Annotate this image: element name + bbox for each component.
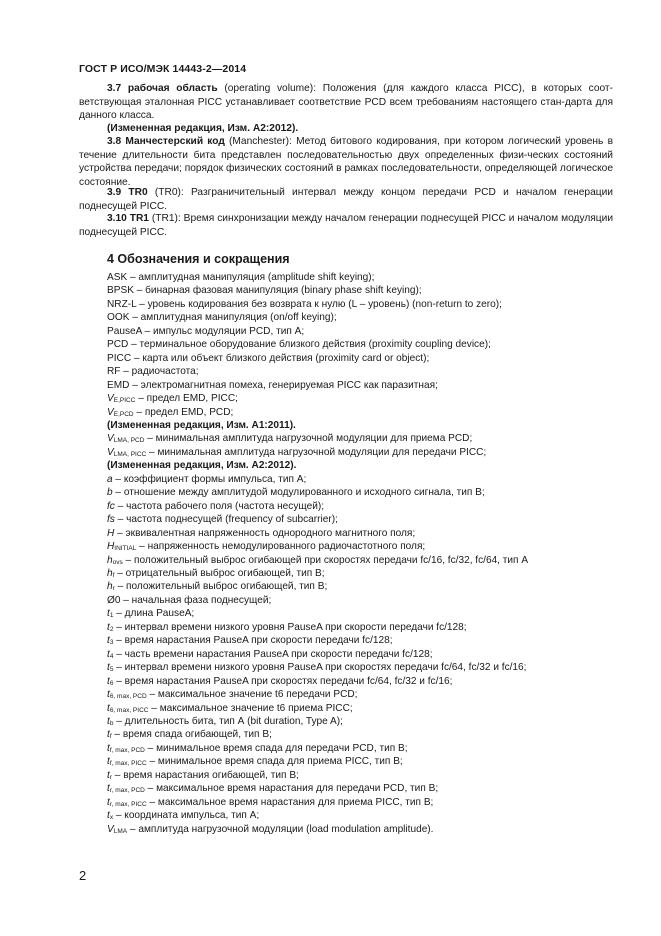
list-item — [107, 540, 627, 553]
symbol-subscript: r — [112, 585, 115, 593]
list-item: BPSK – бинарная фазовая манипуляция (binary phase shift keying); — [107, 285, 422, 297]
definition-text: (TR0): Разграничительный интервал между концом передачи PCD и началом генерации поднесущей PICC. — [79, 187, 613, 212]
list-item — [107, 742, 627, 755]
list-item — [107, 702, 627, 715]
symbol-description: – длина PauseA; — [113, 608, 195, 620]
symbol: b — [107, 487, 113, 499]
list-item — [107, 567, 627, 580]
symbol: t — [107, 756, 110, 768]
symbol: t — [107, 675, 110, 687]
symbol-subscript: ovs — [112, 558, 123, 566]
symbol-subscript: 6, max, PCD — [109, 693, 147, 701]
definition-text: (Manchester): Метод битового кодирования, при котором логический уровень в течение длительности бита представлен последовательностью двух определенных физи-ческих состояний устройства передачи; порядок физических состояний в рамках последовательности, определяющей логическое состояние. — [79, 136, 613, 188]
symbol-subscript: f, max, PICC — [109, 760, 147, 768]
list-item — [107, 500, 627, 513]
term-number: 3.9 TR0 — [107, 187, 148, 198]
symbol-subscript: 3 — [109, 639, 114, 647]
symbol-description: – отношение между амплитудой модулированного и исходного сигнала, тип В; — [112, 487, 485, 499]
symbol-description: – коэффициент формы импульса, тип А; — [112, 473, 307, 485]
symbol-description: – координата импульса, тип А; — [113, 810, 260, 822]
list-item: OOK – амплитудная манипуляция (on/off keying); — [107, 312, 337, 324]
symbol-description: – минимальная амплитуда нагрузочной модуляции для передачи PICC; — [146, 446, 487, 458]
symbol-subscript: LMA — [113, 827, 128, 835]
symbol-description: – максимальное время нарастания для передачи PCD, тип В; — [144, 783, 439, 795]
symbol: t — [107, 635, 110, 647]
symbol-description: – часть времени нарастания PauseA при скорости передачи fc/128; — [113, 648, 433, 660]
symbol-description: – частота поднесущей (frequency of subcarrier); — [114, 514, 338, 526]
symbol-description: – минимальное время спада для передачи PCD, тип В; — [144, 742, 408, 754]
list-item — [107, 621, 627, 634]
symbol-subscript: E,PICC — [113, 397, 136, 405]
symbol-subscript: LMA, PICC — [113, 450, 147, 458]
list-item: EMD – электромагнитная помеха, генерируемая PICC как паразитная; — [107, 379, 438, 391]
symbol: V — [107, 433, 114, 445]
list-item — [107, 823, 627, 836]
list-item — [107, 648, 627, 661]
list-item — [107, 675, 627, 688]
symbol: t — [107, 729, 110, 741]
symbol-subscript: r — [109, 773, 112, 781]
symbol-description: – интервал времени низкого уровня PauseA при скорости передачи fc/128; — [113, 621, 467, 633]
list-item: PCD – терминальное оборудование близкого действия (proximity coupling device); — [107, 339, 491, 351]
symbol: H — [107, 541, 115, 553]
list-item — [107, 661, 627, 674]
symbol-description: – максимальное значение t6 приема PICC; — [148, 702, 353, 714]
symbol: t — [107, 662, 110, 674]
symbol-subscript: LMA, PCD — [113, 437, 145, 445]
symbol-description: – положительный выброс огибающей при скоростях передачи fc/16, fc/32, fc/64, тип А — [122, 554, 529, 566]
list-item — [107, 554, 627, 567]
symbol-description: – время нарастания PauseA при скоростях передачи fc/64, fc/32 и fc/16; — [113, 675, 453, 687]
list-item — [107, 796, 627, 809]
edition-note: (Измененная редакция, Изм. А2:2012). — [107, 460, 297, 472]
symbol: t — [107, 702, 110, 714]
list-item: PICC – карта или объект близкого действия (proximity card or object); — [107, 352, 430, 364]
symbol: t — [107, 715, 110, 727]
list-item — [107, 406, 627, 419]
definition-text: (TR1): Время синхронизации между началом генерации поднесущей PICC и началом модуляции поднесущей PICC. — [79, 213, 614, 238]
list-item: RF – радиочастота; — [107, 366, 199, 378]
symbol: H — [107, 527, 115, 539]
definition-3-10 — [79, 212, 613, 239]
list-item — [107, 432, 627, 445]
symbol: V — [107, 393, 114, 405]
list-item: PauseA – импульс модуляции PCD, тип А; — [107, 325, 305, 337]
symbol-description: – время нарастания огибающей, тип В; — [111, 769, 299, 781]
symbol-subscript: 1 — [109, 612, 114, 620]
symbol-subscript: INITIAL — [114, 545, 137, 553]
symbol-subscript: x — [109, 814, 114, 822]
list-item — [107, 769, 627, 782]
symbol: t — [107, 810, 110, 822]
symbol-subscript: E,PCD — [113, 410, 134, 418]
list-item — [107, 782, 627, 795]
symbol-subscript: 4 — [109, 652, 114, 660]
symbol: t — [107, 796, 110, 808]
symbol: fs — [107, 514, 115, 526]
list-item — [107, 634, 627, 647]
symbol: t — [107, 769, 110, 781]
symbol-description: – амплитуда нагрузочной модуляции (load modulation amplitude). — [127, 823, 434, 835]
symbol-description: – минимальное время спада для приема PICC, тип В; — [146, 756, 403, 768]
list-item — [107, 715, 627, 728]
symbol-description: – частота рабочего поля (частота несущей); — [114, 500, 324, 512]
symbol-description: – время спада огибающей, тип В; — [111, 729, 272, 741]
symbol: t — [107, 783, 110, 795]
symbol-subscript: 6 — [109, 679, 114, 687]
list-item — [107, 728, 627, 741]
symbol: a — [107, 473, 113, 485]
list-item: NRZ-L – уровень кодирования без возврата к нулю (L – уровень) (non-return to zero); — [107, 298, 502, 310]
symbol-description: – предел EMD, PICC; — [135, 393, 238, 405]
edition-note: (Измененная редакция, Изм. А1:2011). — [107, 419, 296, 431]
symbol: V — [107, 823, 114, 835]
symbol-description: – минимальная амплитуда нагрузочной модуляции для приема PCD; — [144, 433, 473, 445]
list-item — [107, 486, 627, 499]
symbol: h — [107, 567, 113, 579]
list-item — [107, 392, 627, 405]
symbol-subscript: r, max, PICC — [109, 800, 147, 808]
page-number: 2 — [79, 868, 87, 883]
symbol: h — [107, 554, 113, 566]
symbol-subscript: 6, max, PICC — [109, 706, 149, 714]
symbol-description: – отрицательный выброс огибающей, тип В; — [114, 567, 325, 579]
definition-3-7 — [79, 82, 613, 123]
symbol: V — [107, 446, 114, 458]
symbol: h — [107, 581, 113, 593]
definition-text: (operating volume): Положения (для каждого класса PICC), в которых соот-ветствующая эталонная PICC устанавливает соответствие PCD всем требованиям настоящего стан-дарта для данного класса. — [79, 83, 613, 121]
list-item — [107, 580, 627, 593]
symbol-subscript: 2 — [109, 625, 114, 633]
list-item — [107, 607, 627, 620]
symbol: t — [107, 742, 110, 754]
term-number: 3.8 Манчестерский код — [107, 136, 225, 147]
symbol-description: – предел EMD, PCD; — [133, 406, 234, 418]
symbol-subscript: b — [109, 719, 114, 727]
list-item — [107, 446, 627, 459]
definition-3-9 — [79, 186, 613, 213]
definition-3-8 — [79, 135, 613, 189]
symbol-description: – напряженность немодулированного радиочастотного поля; — [136, 541, 426, 553]
symbol: fc — [107, 500, 115, 512]
list-item — [107, 809, 627, 822]
list-item: ASK – амплитудная манипуляция (amplitude shift keying); — [107, 272, 375, 283]
list-item — [107, 513, 627, 526]
list-item — [107, 688, 627, 701]
abbreviation-list — [107, 271, 627, 836]
term-number: 3.7 рабочая область — [107, 83, 218, 94]
symbol-subscript: 5 — [109, 666, 114, 674]
symbol-description: – максимальное время нарастания для приема PICC, тип В; — [146, 796, 434, 808]
symbol-description: – интервал времени низкого уровня PauseA при скоростях передачи fc/64, fc/32 и fc/16; — [113, 662, 527, 674]
symbol-subscript: f — [112, 571, 115, 579]
symbol-subscript: r, max, PCD — [109, 787, 145, 795]
symbol-subscript: f, max, PCD — [109, 746, 145, 754]
list-item — [107, 755, 627, 768]
symbol-subscript: f — [109, 733, 112, 741]
list-item — [107, 473, 627, 486]
symbol-description: – эквивалентная напряженность однородного магнитного поля; — [114, 527, 416, 539]
symbol: t — [107, 608, 110, 620]
page-header: ГОСТ Р ИСО/МЭК 14443-2—2014 — [79, 63, 247, 75]
symbol-description: – максимальное значение t6 передачи PCD; — [146, 689, 358, 701]
symbol: t — [107, 648, 110, 660]
edition-text: (Измененная редакция, Изм. А2:2012). — [107, 123, 299, 134]
symbol: t — [107, 621, 110, 633]
symbol-description: – длительность бита, тип А (bit duration, Type A); — [113, 715, 343, 727]
term-number: 3.10 TR1 — [107, 213, 149, 224]
symbol: V — [107, 406, 114, 418]
edition-note — [79, 122, 613, 136]
symbol-description: – время нарастания PauseA при скорости передачи fc/128; — [113, 635, 393, 647]
symbol: t — [107, 689, 110, 701]
symbol-description: – положительный выброс огибающей, тип В; — [114, 581, 328, 593]
list-item: Ø0 – начальная фаза поднесущей; — [107, 594, 272, 606]
section-title: 4 Обозначения и сокращения — [107, 252, 290, 266]
list-item — [107, 527, 627, 540]
